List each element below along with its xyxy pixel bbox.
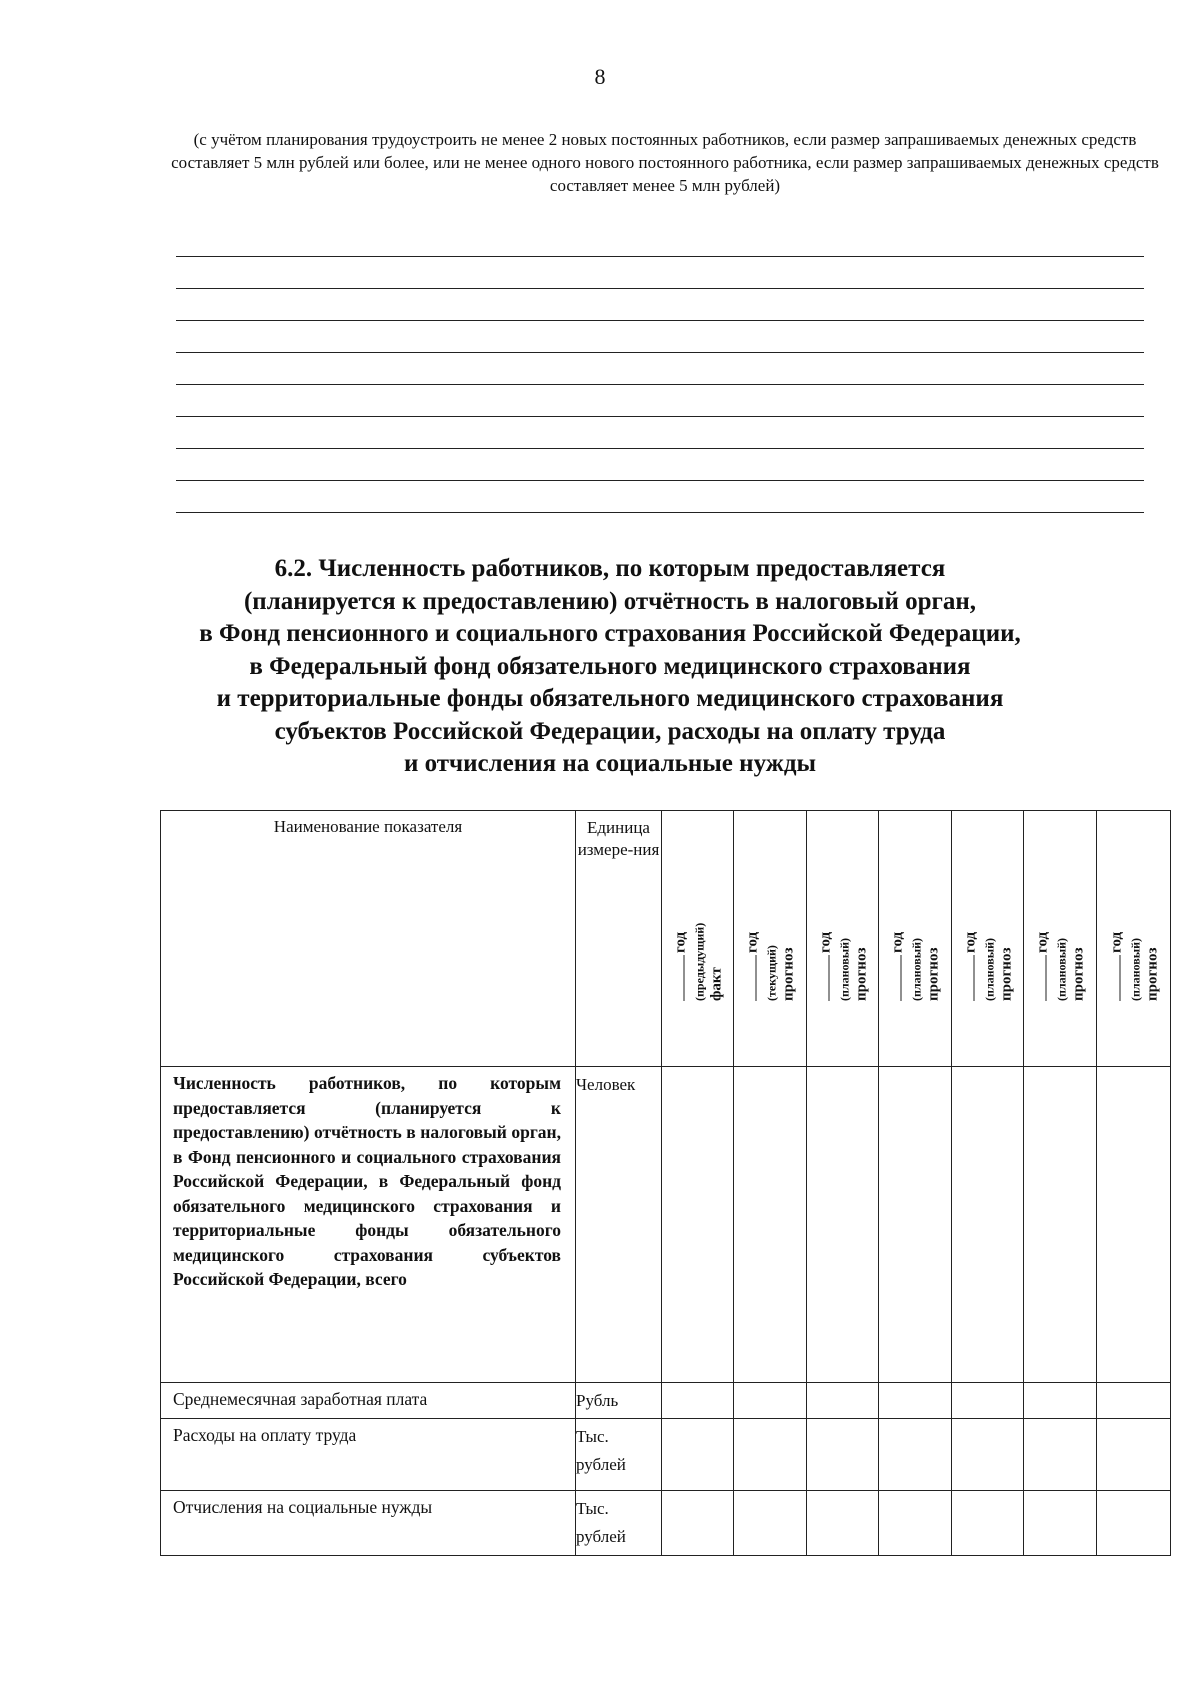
value-cell[interactable]	[952, 1383, 1024, 1419]
value-cell[interactable]	[879, 1383, 952, 1419]
row-indicator-name: Численность работников, по которым предоставляется (планируется к предоставлению) отчётность в налоговый орган, в Фонд пенсионного и социального страхования Российской Федерации, в Федеральный фонд обязательного медицинского страхования и территориальные фонды обязательного медицинского страхования субъектов Российской Федерации, всего	[161, 1067, 576, 1383]
heading-line: 6.2. Численность работников, по которым предоставляется	[274, 555, 946, 582]
value-cell[interactable]	[734, 1419, 807, 1491]
blank-line	[176, 416, 1144, 417]
year-type: (плановый)	[982, 937, 996, 1001]
year-kind: прогноз	[853, 947, 869, 1001]
table-row	[161, 1383, 1171, 1419]
year-kind: прогноз	[925, 947, 942, 1001]
value-cell[interactable]	[952, 1067, 1024, 1383]
heading-line: субъектов Российской Федерации, расходы на оплату труда	[274, 717, 946, 745]
value-cell[interactable]	[807, 1067, 879, 1383]
value-cell[interactable]	[879, 1067, 952, 1383]
year-word: год	[817, 931, 833, 953]
value-cell[interactable]	[1024, 1419, 1097, 1491]
heading-line: (планируется к предоставлению) отчётность в налоговый орган,	[243, 587, 977, 615]
year-kind: факт	[708, 967, 724, 1001]
value-cell[interactable]	[952, 1491, 1024, 1556]
row-indicator-name: Расходы на оплату труда	[161, 1419, 576, 1491]
heading-line: и отчисления на социальные нужды	[403, 750, 817, 777]
year-type: (плановый)	[1054, 937, 1069, 1001]
year-kind: прогноз	[998, 947, 1014, 1001]
value-cell[interactable]	[1097, 1419, 1171, 1491]
value-cell[interactable]	[807, 1383, 879, 1419]
year-word: год	[672, 931, 688, 953]
value-cell[interactable]	[952, 1419, 1024, 1491]
value-cell[interactable]	[879, 1491, 952, 1556]
value-cell[interactable]	[1024, 1067, 1097, 1383]
year-kind: прогноз	[1070, 947, 1087, 1001]
header-year-col	[1097, 811, 1171, 1067]
staff-table	[160, 810, 1171, 1556]
value-cell[interactable]	[662, 1383, 734, 1419]
year-word: год	[1108, 931, 1124, 953]
heading-line: в Федеральный фонд обязательного медицинского страхования	[249, 652, 971, 680]
blank-line	[176, 448, 1144, 449]
value-cell[interactable]	[662, 1491, 734, 1556]
row-unit: Тыс. рублей	[576, 1491, 662, 1556]
year-type: (предыдущий)	[692, 922, 706, 1001]
value-cell[interactable]	[807, 1491, 879, 1556]
value-cell[interactable]	[1024, 1383, 1097, 1419]
row-unit: Тыс. рублей	[576, 1419, 662, 1491]
blank-line	[176, 384, 1144, 385]
year-word: год	[1034, 931, 1051, 953]
header-year-col	[952, 811, 1024, 1067]
heading-line: и территориальные фонды обязательного медицинского страхования	[216, 685, 1004, 712]
year-word: год	[744, 931, 761, 953]
blank-line	[176, 352, 1144, 353]
header-year-col	[662, 811, 734, 1067]
value-cell[interactable]	[1097, 1491, 1171, 1556]
value-cell[interactable]	[734, 1383, 807, 1419]
value-cell[interactable]	[807, 1419, 879, 1491]
header-year-col	[807, 811, 879, 1067]
year-type: (плановый)	[1128, 937, 1142, 1001]
year-type: (плановый)	[909, 937, 924, 1001]
blank-line	[176, 320, 1144, 321]
year-word: год	[889, 931, 906, 953]
row-unit: Человек	[576, 1067, 662, 1383]
header-year-col	[734, 811, 807, 1067]
header-unit: Единица измере-ния	[576, 811, 662, 1067]
table-header-row	[161, 811, 1171, 1067]
value-cell[interactable]	[662, 1419, 734, 1491]
row-indicator-name: Отчисления на социальные нужды	[161, 1491, 576, 1556]
year-type: (плановый)	[837, 937, 851, 1001]
row-unit: Рубль	[576, 1383, 662, 1419]
blank-line	[176, 512, 1144, 513]
header-year-col	[879, 811, 952, 1067]
value-cell[interactable]	[734, 1067, 807, 1383]
page-number: 8	[594, 64, 606, 89]
blank-line	[176, 256, 1144, 257]
blank-line	[176, 288, 1144, 289]
year-type: (текущий)	[764, 945, 779, 1001]
header-indicator-name: Наименование показателя	[161, 811, 576, 1067]
year-word: год	[962, 931, 978, 953]
form-note: (с учётом планирования трудоустроить не менее 2 новых постоянных работников, если размер запрашиваемых денежных средств составляет 5 млн рублей или более, или не менее одного нового постоянного работника, если размер запрашиваемых денежных средств составляет менее 5 млн рублей)	[171, 130, 1159, 195]
year-kind: прогноз	[1144, 947, 1160, 1001]
heading-line: в Фонд пенсионного и социального страхования Российской Федерации,	[199, 620, 1021, 647]
blank-line	[176, 480, 1144, 481]
value-cell[interactable]	[662, 1067, 734, 1383]
row-indicator-name: Среднемесячная заработная плата	[161, 1383, 576, 1419]
table-row	[161, 1419, 1171, 1491]
year-kind: прогноз	[780, 947, 797, 1001]
value-cell[interactable]	[879, 1419, 952, 1491]
table-row	[161, 1491, 1171, 1556]
header-year-col	[1024, 811, 1097, 1067]
value-cell[interactable]	[1097, 1067, 1171, 1383]
value-cell[interactable]	[1024, 1491, 1097, 1556]
value-cell[interactable]	[1097, 1383, 1171, 1419]
section-heading	[150, 553, 1070, 781]
blank-entry-lines	[176, 256, 1144, 544]
value-cell[interactable]	[734, 1491, 807, 1556]
table-row	[161, 1067, 1171, 1383]
